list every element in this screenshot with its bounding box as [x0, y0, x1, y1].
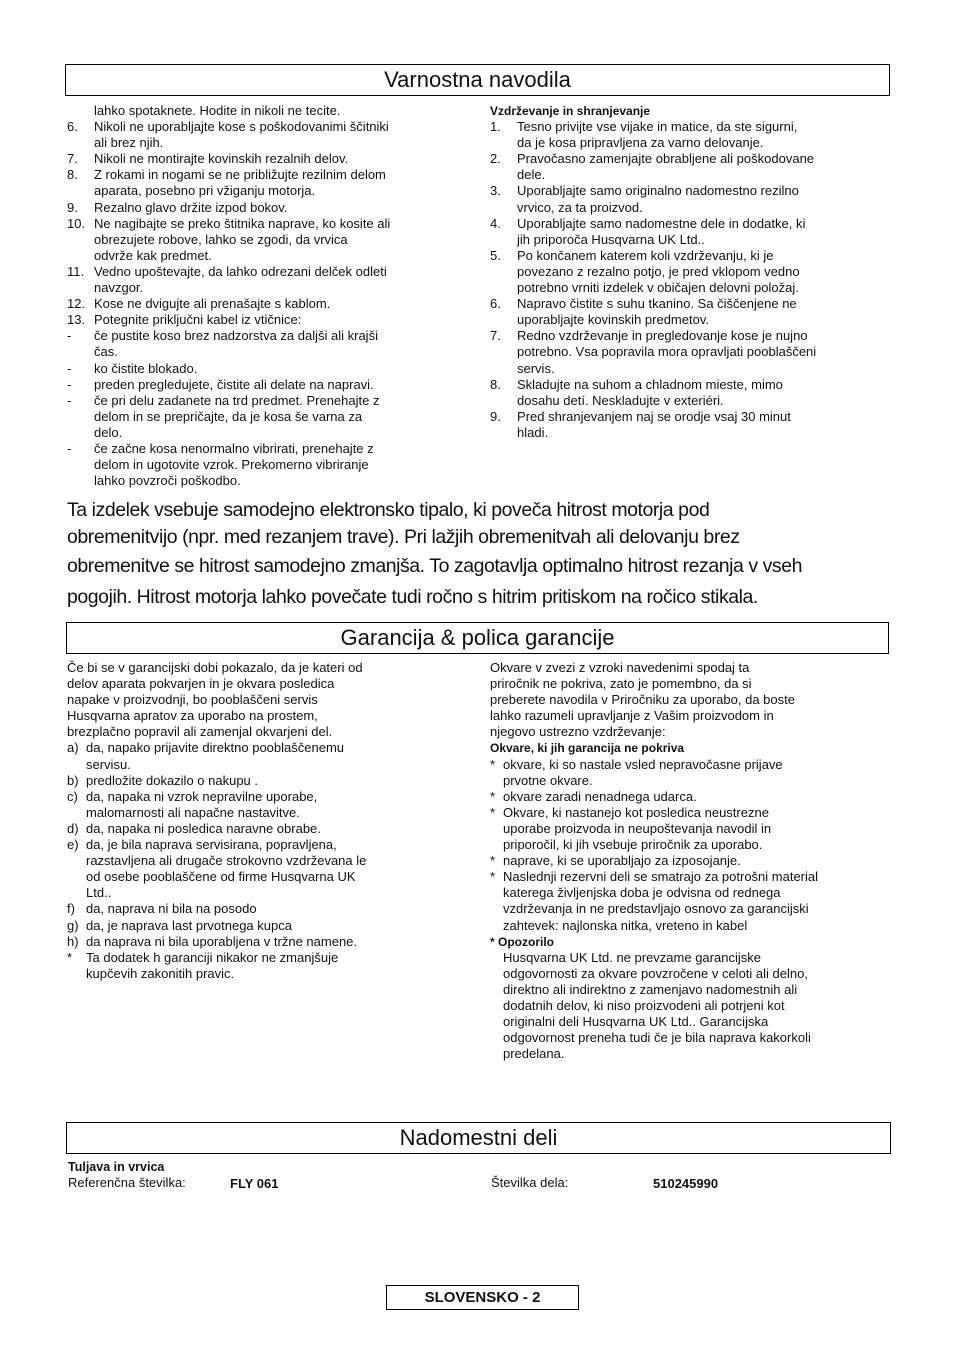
item-text-line: malomarnosti ali napačne nastavitve. — [86, 804, 300, 820]
list-item — [490, 805, 890, 853]
item-text-line: naprave, ki se uporabljajo za izposojanje. — [503, 853, 741, 869]
item-text-line: preden pregledujete, čistite ali delate na napravi. — [94, 376, 374, 392]
item-marker: 7. — [490, 328, 501, 344]
item-marker: 11. — [67, 263, 85, 279]
list-item — [490, 789, 890, 805]
item-text-line: da je kosa pripravljena za varno delovanje. — [517, 135, 764, 151]
item-marker: b) — [67, 772, 79, 788]
text-line: Husqvarna apratov za uporabo na prostem, — [67, 708, 318, 724]
item-text-line: lahko spotaknete. Hodite in nikoli ne tecite. — [94, 103, 341, 118]
item-text-line: Rezalno glavo držite izpod bokov. — [94, 199, 288, 215]
item-marker: * — [67, 949, 73, 965]
text-line: napake v proizvodnji, bo pooblaščeni servis — [67, 692, 318, 708]
text-line: delov aparata pokvarjen in je okvara posledica — [67, 676, 335, 692]
list-item — [67, 151, 467, 167]
item-text-line: Nikoli ne montirajte kovinskih rezalnih delov. — [94, 151, 349, 167]
item-text-line: Po končanem katerem koli vzdrževanju, ki je — [517, 247, 774, 263]
warranty-intro — [67, 660, 477, 740]
list-item — [490, 409, 890, 441]
item-text-line: prvotne okvare. — [503, 772, 593, 788]
list-item — [67, 377, 467, 393]
list-item — [67, 821, 477, 837]
item-marker: * — [490, 853, 496, 869]
spare-part-heading: Tuljava in vrvica — [68, 1160, 165, 1174]
text-line: lahko razumeli upravljanje z Vašim proizvodom in — [490, 708, 774, 724]
part-number-label: Številka dela: — [491, 1175, 569, 1190]
text-line: priročnik ne pokriva, zato je pomembno, da si — [490, 676, 752, 692]
item-marker: h) — [67, 933, 79, 949]
list-item — [67, 119, 467, 151]
item-marker: 13. — [67, 312, 86, 328]
exclusions-list — [490, 757, 890, 934]
item-text-line: Napravo čistite s suhu tkanino. Sa čiščenjene ne — [517, 296, 797, 312]
item-text-line: če začne kosa nenormalno vibrirati, prenehajte z — [94, 440, 374, 456]
item-text-line: Pred shranjevanjem naj se orodje vsaj 30 minut — [517, 408, 791, 424]
item-text-line: katerega življenjska doba je odvisna od rednega — [503, 885, 781, 901]
list-item — [67, 773, 477, 789]
item-marker: * — [490, 756, 496, 772]
item-marker: 2. — [490, 151, 501, 167]
list-item — [67, 200, 467, 216]
item-text-line: Tesno privijte vse vijake in matice, da ste sigurni, — [517, 119, 798, 135]
item-text-line: potrebno vrniti izdelek v običajen delovni položaj. — [517, 280, 799, 296]
notice-line: obremenitvijo (npr. med rezanjem trave). Pri lažjih obremenitvah ali delovanju brez — [67, 525, 740, 548]
maintenance-list — [490, 119, 890, 441]
item-marker: 4. — [490, 215, 501, 231]
item-marker: d) — [67, 820, 79, 836]
text-line: dodatnih delov, ki niso proizvodeni ali potrjeni kot — [503, 997, 785, 1013]
item-text-line: Kose ne dvigujte ali prenašajte s kablom. — [94, 296, 331, 312]
item-text-line: Ltd.. — [86, 885, 112, 901]
notice-line: pogojih. Hitrost motorja lahko povečate tudi ročno s hitrim pritiskom na ročico stikala. — [67, 585, 758, 608]
item-text-line: servisu. — [86, 756, 131, 772]
item-marker: c) — [67, 788, 78, 804]
item-text-line: od osebe pooblaščene od firme Husqvarna UK — [86, 869, 356, 885]
warning-text — [490, 950, 890, 1063]
warranty-left-column — [67, 660, 477, 982]
item-text-line: povezano z rezalno potjo, je pred vklopom vedno — [517, 263, 800, 279]
item-text-line: Uporabljajte samo originalno nadomestno rezilno — [517, 183, 799, 199]
item-text-line: okvare zaradi nenadnega udarca. — [503, 788, 697, 804]
item-marker: 12. — [67, 296, 86, 312]
item-text-line: ali brez njih. — [94, 135, 164, 151]
safety-left-column — [67, 103, 467, 489]
item-marker: 6. — [490, 296, 501, 312]
item-marker: a) — [67, 740, 79, 756]
list-item — [67, 950, 477, 982]
item-text-line: da, je bila naprava servisirana, popravljena, — [86, 837, 337, 853]
item-marker: e) — [67, 837, 79, 853]
item-marker: 6. — [67, 119, 78, 135]
text-line: Če bi se v garancijski dobi pokazalo, da je kateri od — [67, 660, 363, 675]
item-text-line: Ta dodatek h garanciji nikakor ne zmanjšuje — [86, 949, 339, 965]
item-marker: 3. — [490, 183, 501, 199]
list-item — [67, 264, 467, 296]
list-item — [490, 216, 890, 248]
item-text-line: čas. — [94, 344, 118, 360]
item-text-line: navzgor. — [94, 280, 144, 296]
item-text-line: Uporabljajte samo nadomestne dele in dodatke, ki — [517, 215, 806, 231]
item-marker: 7. — [67, 151, 78, 167]
item-marker: * — [490, 804, 496, 820]
item-marker: - — [67, 360, 72, 376]
item-text-line: dele. — [517, 167, 546, 183]
text-line: njegovo ustrezno vzdrževanje: — [490, 724, 666, 740]
text-line: odgovornost preneha tudi če je bila naprava kakorkoli — [503, 1030, 811, 1046]
list-item — [67, 167, 467, 199]
item-marker: 5. — [490, 247, 501, 263]
item-text-line: Redno vzdrževanje in pregledovanje kose je nujno — [517, 328, 808, 344]
item-text-line: lahko povzroči poškodbo. — [94, 473, 241, 489]
list-item — [67, 361, 467, 377]
text-line: predelana. — [503, 1046, 565, 1062]
list-item — [67, 901, 477, 917]
item-text-line: predložite dokazilo o nakupu . — [86, 772, 259, 788]
list-item — [490, 869, 890, 933]
warranty-exclusions-intro — [490, 660, 890, 740]
item-text-line: uporabe proizvoda in neupoštevanja navodil in — [503, 820, 772, 836]
item-text-line: delom in ugotovite vzrok. Prekomerno vibriranje — [94, 457, 369, 473]
item-marker: * — [490, 869, 496, 885]
item-marker: 10. — [67, 215, 86, 231]
item-text-line: jih priporoča Husqvarna UK Ltd.. — [517, 231, 705, 247]
item-text-line: delo. — [94, 424, 123, 440]
list-item — [490, 328, 890, 376]
list-item — [490, 151, 890, 183]
item-text-line: Potegnite priključni kabel iz vtičnice: — [94, 312, 302, 328]
list-item — [490, 377, 890, 409]
text-line: originalni deli Husqvarna UK Ltd.. Garancijska — [503, 1014, 769, 1030]
warning-heading: * Opozorilo — [490, 934, 554, 949]
item-text-line: da, je naprava last prvotnega kupca — [86, 917, 292, 933]
speed-sensor-notice — [67, 497, 897, 610]
item-text-line: če pri delu zadanete na trd predmet. Prenehajte z — [94, 392, 380, 408]
notice-line: obremenitve se hitrost samodejno zmanjša. To zagotavlja optimalno hitrost rezanja v vseh — [67, 555, 803, 577]
item-text-line: dosahu detí. Neskladujte v exteriéri. — [517, 392, 724, 408]
item-text-line: potrebno. Vsa popravila mora opravljati pooblaščeni — [517, 344, 817, 360]
item-marker: - — [67, 376, 72, 392]
item-marker: 8. — [490, 376, 501, 392]
reference-number-label: Referenčna številka: — [68, 1175, 186, 1190]
item-text-line: hladi. — [517, 424, 549, 440]
item-marker: 1. — [490, 119, 501, 135]
list-item — [490, 853, 890, 869]
item-text-line: Skladujte na suhom a chladnom mieste, mimo — [517, 376, 783, 392]
item-text-line: odvrže kak predmet. — [94, 247, 212, 263]
list-item — [67, 934, 477, 950]
maintenance-heading: Vzdrževanje in shranjevanje — [490, 104, 651, 118]
item-text-line: če pustite koso brez nadzorstva za daljši ali krajši — [94, 328, 378, 344]
item-text-line: da, napako prijavite direktno pooblaščenemu — [86, 740, 345, 756]
item-marker: 9. — [67, 199, 78, 215]
text-line: odgovornosti za okvare povzročene v celoti ali delno, — [503, 965, 808, 981]
list-item — [67, 312, 467, 328]
item-text-line: ko čistite blokado. — [94, 360, 198, 376]
item-text-line: uporabljajte kovinskih predmetov. — [517, 312, 709, 328]
list-item — [490, 119, 890, 151]
page-footer-label: SLOVENSKO - 2 — [386, 1285, 579, 1310]
list-item — [67, 216, 467, 264]
item-text-line: priporočil, ki jih vsebuje priročnik za uporabo. — [503, 837, 763, 853]
list-item — [67, 789, 477, 821]
item-text-line: Naslednji rezervni deli se smatrajo za potrošni material — [503, 869, 819, 885]
item-text-line: Okvare, ki nastanejo kot posledica neustrezne — [503, 804, 769, 820]
list-item — [67, 103, 467, 119]
reference-number-value: FLY 061 — [230, 1176, 279, 1191]
warranty-conditions-list — [67, 740, 477, 981]
text-line: preberete navodila v Priročniku za uporabo, da boste — [490, 692, 795, 708]
item-text-line: Pravočasno zamenjajte obrabljene ali poškodovane — [517, 151, 815, 167]
list-item — [67, 393, 467, 441]
item-text-line: da, naprava ni bila na posodo — [86, 901, 257, 917]
item-text-line: Ne nagibajte se preko štitnika naprave, ko kosite ali — [94, 215, 391, 231]
item-text-line: da naprava ni bila uporabljena v tržne namene. — [86, 933, 358, 949]
list-item — [490, 296, 890, 328]
item-marker: f) — [67, 901, 75, 917]
item-text-line: okvare, ki so nastale vsled nepravočasne prijave — [503, 756, 783, 772]
section-title-safety: Varnostna navodila — [65, 64, 890, 96]
item-text-line: obrezujete robove, lahko se zgodi, da vrvica — [94, 231, 348, 247]
list-item — [490, 248, 890, 296]
list-item — [67, 837, 477, 901]
list-item — [67, 296, 467, 312]
item-text-line: Nikoli ne uporabljajte kose s poškodovanimi ščitniki — [94, 119, 389, 135]
item-text-line: da, napaka ni posledica naravne obrabe. — [86, 820, 321, 836]
list-item — [490, 183, 890, 215]
warranty-right-column — [490, 660, 890, 1062]
item-text-line: vrvico, za ta proizvod. — [517, 199, 643, 215]
list-item — [67, 328, 467, 360]
item-text-line: aparata, posebno pri vžiganju motorja. — [94, 183, 316, 199]
item-marker: - — [67, 328, 72, 344]
item-text-line: vzdrževanja in ne predstavljajo osnovo za garancijski — [503, 901, 809, 917]
item-text-line: da, napaka ni vzrok nepravilne uporabe, — [86, 788, 318, 804]
list-item — [67, 918, 477, 934]
item-marker: * — [490, 788, 496, 804]
item-text-line: kupčevih zakonitih pravic. — [86, 965, 235, 981]
text-line: Okvare v zvezi z vzroki navedenimi spodaj ta — [490, 660, 750, 675]
list-item — [490, 757, 890, 789]
item-marker: g) — [67, 917, 79, 933]
section-title-warranty: Garancija & polica garancije — [66, 622, 889, 654]
item-marker: - — [67, 440, 72, 456]
list-item — [67, 441, 467, 489]
text-line: Husqvarna UK Ltd. ne prevzame garancijske — [503, 949, 761, 965]
item-text-line: servis. — [517, 360, 555, 376]
item-text-line: zahtevek: najlonska nitka, vreteno in kabel — [503, 917, 748, 933]
text-line: brezplačno popravil ali zamenjal okvarjeni del. — [67, 724, 333, 740]
item-text-line: razstavljena ali drugače strokovno vzdrževana le — [86, 853, 367, 869]
item-marker: - — [67, 392, 72, 408]
item-text-line: Z rokami in nogami se ne približujte rezilnim delom — [94, 167, 386, 183]
part-number-value: 510245990 — [653, 1176, 719, 1191]
text-line: direktno ali indirektno z zamenjavo nadomestnih ali — [503, 981, 798, 997]
item-marker: 9. — [490, 408, 501, 424]
exclusions-heading: Okvare, ki jih garancija ne pokriva — [490, 741, 685, 756]
item-text-line: delom in se prepričajte, da je kosa še varna za — [94, 408, 363, 424]
list-item — [67, 740, 477, 772]
notice-line: Ta izdelek vsebuje samodejno elektronsko tipalo, ki poveča hitrost motorja pod — [67, 499, 710, 521]
item-marker: 8. — [67, 167, 78, 183]
section-title-spare-parts: Nadomestni deli — [66, 1122, 891, 1154]
safety-right-column — [490, 103, 890, 441]
item-text-line: Vedno upoštevajte, da lahko odrezani delček odleti — [94, 263, 387, 279]
